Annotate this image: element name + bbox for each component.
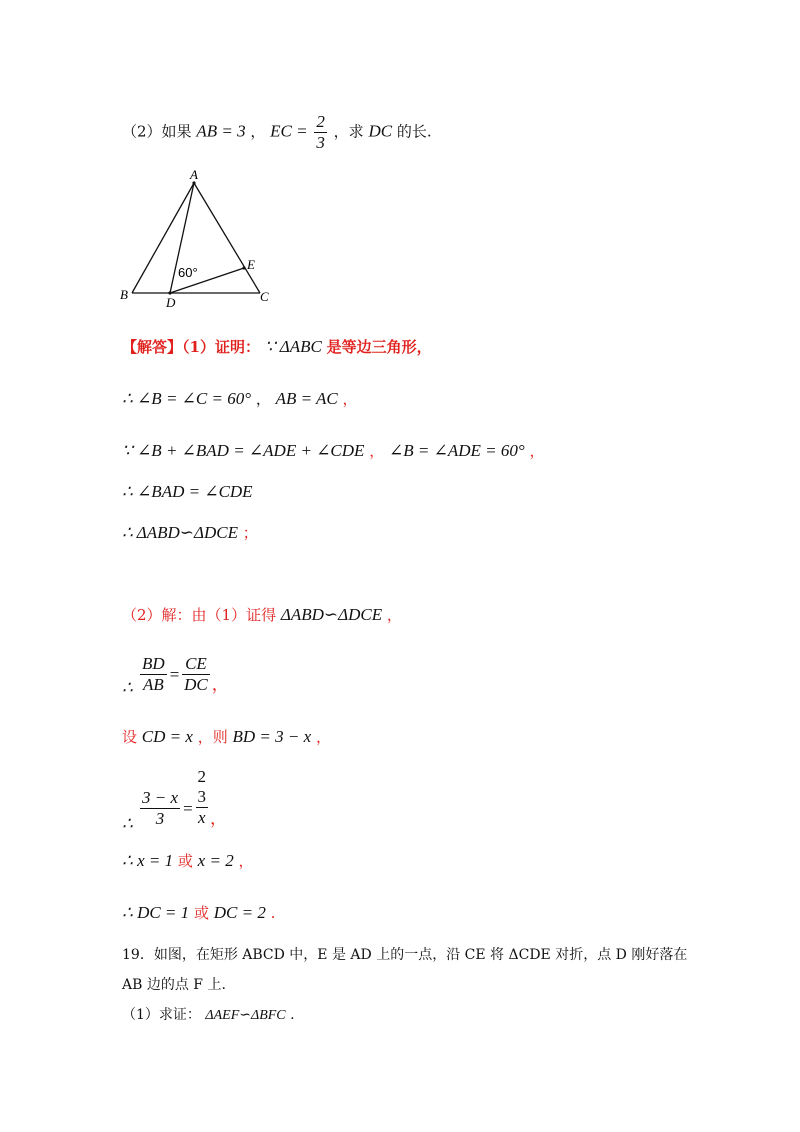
answer-dc-line — [122, 902, 275, 923]
x-eq-2: x = 2 — [197, 851, 234, 870]
fraction-ce-dc — [182, 654, 210, 695]
angle-b-ade: ∠B = ∠ADE = 60° — [389, 441, 525, 460]
label-b: B — [120, 287, 128, 302]
or-text: 或 — [193, 904, 209, 922]
frac-den: DC — [184, 675, 208, 694]
set-text: 设 — [122, 728, 138, 746]
frac-den: AB — [142, 675, 164, 694]
cd-eq-x: CD = x — [141, 727, 193, 746]
therefore-2: ∴ — [122, 814, 133, 833]
label-angle: 60° — [178, 265, 198, 280]
end-comma: ， — [342, 390, 358, 408]
because-abc: ∵ ΔABC — [264, 337, 322, 356]
fraction-2-3-over-x — [196, 767, 209, 828]
end-comma: ， — [529, 442, 545, 460]
q2-ec-den: 3 — [316, 133, 325, 152]
answer-part2-header — [122, 604, 402, 625]
answer-set-line — [122, 726, 331, 747]
end-period: . — [270, 904, 276, 922]
q2-ec-fraction — [314, 112, 327, 153]
frac-den: 3 — [155, 809, 165, 828]
answer-x-line — [122, 850, 254, 871]
question-2-line — [122, 112, 432, 153]
q2-comma: ， — [250, 122, 266, 141]
answer-line-5 — [122, 522, 258, 543]
q2-ec-lhs: EC = — [270, 121, 308, 141]
sep: ， — [255, 390, 271, 408]
q2-mid: ，求 — [333, 122, 364, 141]
q19-prefix: （1）求证： — [122, 1007, 201, 1023]
part2-similar: ΔABD∽ΔDCE — [280, 605, 383, 624]
equals: = — [182, 798, 194, 818]
fraction-3mx-3 — [140, 788, 180, 829]
label-c: C — [260, 289, 269, 304]
equilateral-text: 是等边三角形， — [326, 338, 432, 356]
angle-b-c: ∴ ∠B = ∠C = 60° — [122, 389, 252, 408]
dc-eq-2: DC = 2 — [213, 903, 266, 922]
answer-line-3 — [122, 440, 544, 461]
answer-line-4 — [122, 482, 253, 502]
triangle-figure — [110, 165, 290, 310]
therefore-1: ∴ — [122, 678, 133, 697]
similar-triangles: ∴ ΔABD∽ΔDCE — [122, 523, 239, 542]
equals: = — [168, 664, 181, 684]
end-comma: ， — [315, 728, 331, 746]
q19-end: . — [290, 1007, 295, 1023]
angle-sum: ∵ ∠B + ∠BAD = ∠ADE + ∠CDE — [122, 441, 365, 460]
q19-line-3 — [122, 1004, 295, 1024]
ab-ac: AB = AC — [275, 389, 338, 408]
q19-line-2: AB 边的点 F 上. — [122, 977, 226, 993]
or-text: 或 — [177, 852, 193, 870]
end-comma: ， — [210, 809, 228, 828]
inner-num: 2 — [197, 767, 207, 786]
answer-line-2 — [122, 388, 358, 409]
label-a: A — [190, 167, 198, 182]
label-d: D — [166, 295, 176, 310]
answer-header-line — [122, 336, 432, 357]
answer-header: 【解答】（1）证明： — [122, 338, 260, 356]
complex-equation — [138, 766, 227, 829]
fraction-bd-ab — [140, 654, 167, 695]
end-semicolon: ； — [242, 524, 258, 542]
q2-dc: DC — [368, 121, 393, 141]
bd-eq: BD = 3 − x — [232, 727, 312, 746]
sep: ， — [369, 442, 385, 460]
end-comma: ， — [386, 606, 402, 624]
end-comma: ， — [238, 852, 254, 870]
frac-num: CE — [182, 654, 210, 675]
frac-den: x — [197, 808, 206, 827]
then-text: ，则 — [197, 728, 228, 746]
q2-ec-num: 2 — [316, 112, 325, 131]
label-e: E — [247, 257, 255, 272]
dc-eq-1: ∴ DC = 1 — [122, 903, 190, 922]
angle-bad-cde: ∴ ∠BAD = ∠CDE — [122, 482, 253, 501]
q19-line-1: 19．如图，在矩形 ABCD 中，E 是 AD 上的一点，沿 CE 将 ΔCDE 对折，点 D 刚好落在 — [122, 947, 688, 963]
part2-header: （2）解：由（1）证得 — [122, 606, 277, 624]
q19-similar: ΔAEF∽ΔBFC — [205, 1008, 286, 1023]
ratio-equation — [138, 654, 229, 695]
frac-num: 3 − x — [142, 788, 179, 807]
x-eq-1: ∴ x = 1 — [122, 851, 174, 870]
q2-prefix: （2）如果 — [122, 122, 192, 141]
end-comma: ， — [211, 675, 229, 694]
side-ac — [194, 183, 260, 293]
q2-suffix: 的长. — [396, 122, 432, 141]
frac-num: BD — [142, 654, 165, 673]
q2-ab: AB = 3 — [196, 121, 246, 141]
inner-den: 3 — [197, 787, 207, 806]
